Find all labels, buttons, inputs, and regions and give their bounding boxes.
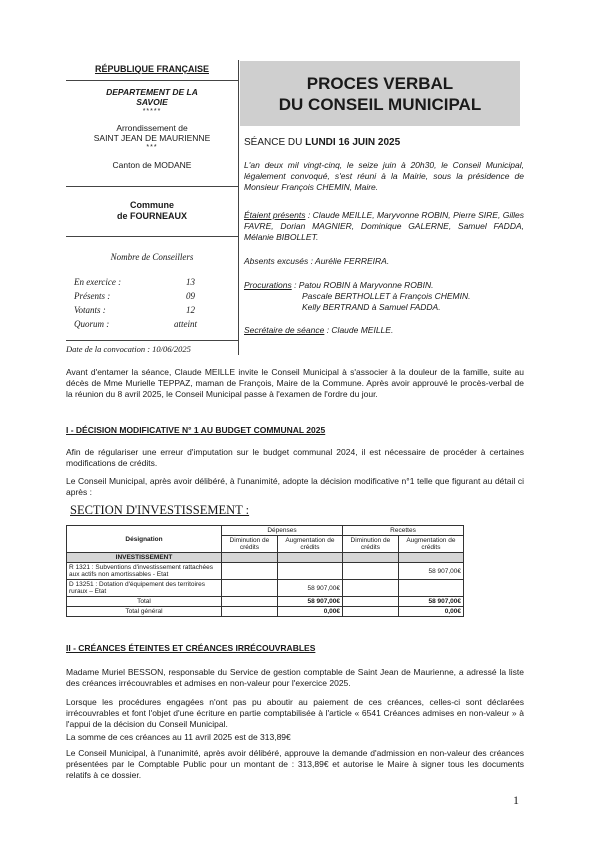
seance-date: LUNDI 16 JUIN 2025 [305, 137, 401, 148]
dep-diminution-header: Diminution de crédits [222, 536, 278, 553]
absents-line: Absents excusés : Aurélie FERREIRA. [244, 256, 390, 266]
total-recette: 58 907,00€ [398, 597, 463, 607]
proces-verbal-title-box [240, 61, 520, 126]
depenses-header: Dépenses [222, 526, 343, 536]
section1-paragraph2: Le Conseil Municipal, après avoir délibéré, à l'unanimité, adopte la décision modificative n°1 telle que figurant au détail ci après : [66, 476, 524, 497]
seance-prefix: SÉANCE DU [244, 137, 306, 148]
row2-depense: 58 907,00€ [277, 580, 342, 597]
section-investissement-title: SECTION D'INVESTISSEMENT : [70, 503, 250, 517]
row1-label: R 1321 : Subventions d'investissement rattachées aux actifs non amortissables - Etat [67, 563, 222, 580]
departement-line2: SAVOIE [136, 97, 168, 107]
section2-paragraph1: Madame Muriel BESSON, responsable du Service de gestion comptable de Saint Jean de Maurienne, a adressé la liste des créances irrécouvrables et admises en non-valeur pour l'exercice 2025. [66, 667, 524, 688]
count-label-quorum: Quorum : [74, 319, 110, 329]
presents-label: Étaient présents [244, 210, 306, 220]
section1-paragraph1: Afin de régulariser une erreur d'imputation sur le budget communal 2024, il est nécessaire de procéder à certaines modifications de crédits. [66, 447, 524, 468]
commune-line1: Commune [129, 200, 174, 210]
stars-divider-2: *** [146, 144, 158, 151]
pv-title-line1: PROCES VERBAL [306, 74, 454, 93]
section1-title: I - DÉCISION MODIFICATIVE N° 1 AU BUDGET COMMUNAL 2025 [66, 425, 326, 435]
stars-divider: ***** [142, 108, 162, 115]
rec-diminution-header: Diminution de crédits [343, 536, 399, 553]
procuration-2: Pascale BERTHOLLET à François CHEMIN. [302, 291, 471, 301]
count-value-presents: 09 [186, 291, 195, 301]
opening-paragraph: L'an deux mil vingt-cinq, le seize juin à 20h30, le Conseil Municipal, légalement convoqué, s'est réuni à la Mairie, sous la présidence de Monsieur François CHEMIN, Maire. [244, 160, 524, 192]
preamble-paragraph: Avant d'entamer la séance, Claude MEILLE invite le Conseil Municipal à s'associer à la douleur de la famille, suite au décès de Mme Murielle TEPPAZ, maman de François, Maire de la Commune. Après avoir approuvé le procès-verbal de la réunion du 8 avril 2025, le Conseil Municipal passe à l'examen de l'ordre du jour. [66, 367, 524, 399]
row2-label: D 13251 : Dotation d'équipement des territoires ruraux – Etat [67, 580, 222, 597]
procuration-1: : Patou ROBIN à Maryvonne ROBIN. [291, 280, 434, 290]
general-label: Total général [67, 607, 222, 617]
dep-augmentation-header: Augmentation de crédits [277, 536, 342, 553]
count-label-votants: Votants : [74, 305, 106, 315]
section2-paragraph2: Lorsque les procédures engagées n'ont pas pu aboutir au paiement de ces créances, celles-ci sont déclarées irrécouvrables et font l'objet d'une écriture en partie comptabilisée à l'article « 6541 Créances admises en non-valeur » à l'appui de la décision du Conseil Municipal. [66, 697, 524, 729]
recettes-header: Recettes [343, 526, 464, 536]
section2-paragraph4: Le Conseil Municipal, à l'unanimité, après avoir délibéré, approuve la demande d'admission en non-valeur des créances présentées par le Comptable Public pour un montant de : 313,89€ et autorise le Maire à signer tous les documents relatifs à ce dossier. [66, 748, 524, 780]
seance-heading [244, 137, 400, 148]
investissement-row: INVESTISSEMENT [67, 553, 222, 563]
presents-paragraph [244, 210, 524, 243]
conseillers-title: Nombre de Conseillers [110, 252, 194, 262]
procurations-block [244, 280, 524, 313]
budget-table [66, 525, 464, 617]
arrondissement-line1: Arrondissement de [116, 123, 188, 133]
count-value-votants: 12 [186, 305, 195, 315]
republique-label: RÉPUBLIQUE FRANÇAISE [94, 64, 209, 74]
count-value-quorum: atteint [174, 319, 197, 329]
rec-augmentation-header: Augmentation de crédits [398, 536, 463, 553]
section2-paragraph3: La somme de ces créances au 11 avril 2025 est de 313,89€ [66, 732, 291, 742]
total-depense: 58 907,00€ [277, 597, 342, 607]
page-number: 1 [513, 793, 519, 807]
header-left-column [66, 60, 239, 355]
procurations-label: Procurations [244, 280, 292, 290]
pv-title-line2: DU CONSEIL MUNICIPAL [278, 95, 482, 114]
count-label-presents: Présents : [74, 291, 111, 301]
secretaire-name: : Claude MEILLE. [324, 325, 394, 335]
convocation-date: Date de la convocation : 10/06/2025 [66, 344, 191, 354]
total-label: Total [67, 597, 222, 607]
presents-list: : Claude MEILLE, Maryvonne ROBIN, Pierre SIRE, Gilles FAVRE, Dorian MAGNIER, Dominique GALERNE, Samuel FADDA, Mélanie BIBOLLET. [244, 210, 524, 242]
count-value-exercice: 13 [186, 277, 195, 287]
row1-recette: 58 907,00€ [398, 563, 463, 580]
arrondissement-line2: SAINT JEAN DE MAURIENNE [93, 133, 211, 143]
departement-line1: DEPARTEMENT DE LA [106, 87, 198, 97]
count-label-exercice: En exercice : [74, 277, 122, 287]
section2-title: II - CRÉANCES ÉTEINTES ET CRÉANCES IRRÉCOUVRABLES [66, 643, 316, 653]
designation-header: Désignation [67, 526, 222, 553]
secretaire-label: Secrétaire de séance [244, 325, 325, 335]
general-recette: 0,00€ [398, 607, 463, 617]
canton-label: Canton de MODANE [112, 160, 192, 170]
general-depense: 0,00€ [277, 607, 342, 617]
secretaire-line [244, 325, 524, 336]
procuration-3: Kelly BERTRAND à Samuel FADDA. [302, 302, 441, 312]
commune-line2: de FOURNEAUX [116, 211, 187, 221]
